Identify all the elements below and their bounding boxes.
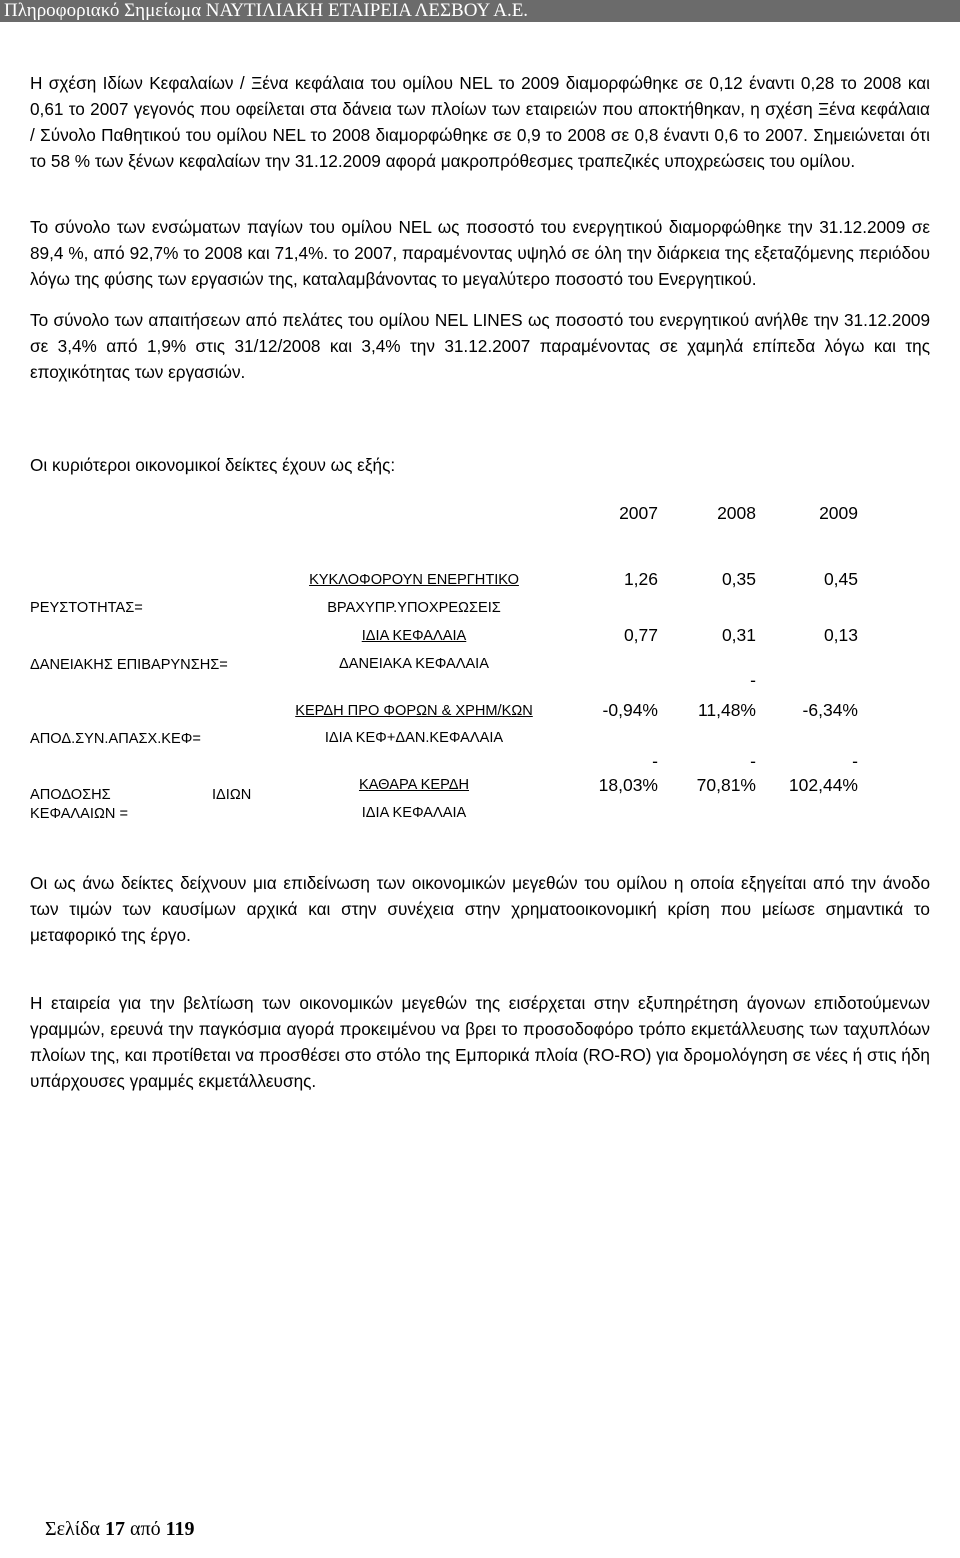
liquidity-value-2008: 0,35 (721, 569, 756, 589)
roe-label-part: ΚΕΦΑΛΑΙΩΝ = (30, 806, 128, 822)
paragraph-receivables: Το σύνολο των απαιτήσεων από πελάτες του ομίλου NEL LINES ως ποσοστό του ενεργητικού ανήλθε την 31.12.2009 σε 3,4% από 1,9% στις 31/12/2008 και 3,4% την 31.12.2007 παραμένοντας σε χαμηλά επίπεδα λόγω και της εποχικότητας των εργασιών. (30, 310, 930, 382)
page-total: 119 (165, 1518, 195, 1540)
roe-label-part: ΙΔΙΩΝ (212, 787, 252, 803)
leverage-label: ΔΑΝΕΙΑΚΗΣ ΕΠΙΒΑΡΥΝΣΗΣ= (30, 657, 228, 673)
roe-denominator: ΙΔΙΑ ΚΕΦΑΛΑΙΑ (361, 805, 467, 821)
roe-numerator: ΚΑΘΑΡΑ ΚΕΡΔΗ (358, 777, 470, 793)
roce-value-2007: -0,94% (602, 700, 658, 720)
year-header: 2008 (717, 503, 756, 523)
leverage-value-2007: 0,77 (623, 625, 658, 645)
leverage-dash: - (750, 670, 756, 690)
year-header: 2007 (619, 503, 658, 523)
liquidity-denominator: ΒΡΑΧΥΠΡ.ΥΠΟΧΡΕΩΣΕΙΣ (327, 600, 501, 616)
document-header: Πληροφοριακό Σημείωμα ΝΑΥΤΙΛΙΑΚΗ ΕΤΑΙΡΕΙΑ ΛΕΣΒΟΥ Α.Ε. (0, 0, 960, 22)
roe-value-2007: 18,03% (598, 775, 658, 795)
roce-dash: - (652, 751, 658, 771)
roce-value-2009: -6,34% (802, 700, 858, 720)
leverage-value-2009: 0,13 (823, 625, 858, 645)
year-header: 2009 (819, 503, 858, 523)
leverage-numerator: ΙΔΙΑ ΚΕΦΑΛΑΙΑ (361, 628, 467, 644)
roce-label: ΑΠΟΔ.ΣΥΝ.ΑΠΑΣΧ.ΚΕΦ= (30, 731, 201, 747)
leverage-denominator: ΔΑΝΕΙΑΚΑ ΚΕΦΑΛΑΙΑ (339, 656, 489, 672)
leverage-value-2008: 0,31 (721, 625, 756, 645)
liquidity-value-2009: 0,45 (823, 569, 858, 589)
page-number (45, 1516, 195, 1542)
liquidity-value-2007: 1,26 (623, 569, 658, 589)
roe-label-part: ΑΠΟΔΟΣΗΣ (30, 787, 111, 803)
paragraph-equity-ratio: Η σχέση Ιδίων Κεφαλαίων / Ξένα κεφάλαια του ομίλου NEL το 2009 διαμορφώθηκε σε 0,12 έναντι 0,28 το 2008 και 0,61 το 2007 γεγονός που οφείλεται στα δάνεια των πλοίων των εταιρειών που αποκτήθηκαν, η σχέση Ξένα κεφάλαια / Σύνολο Παθητικού του ομίλου NEL το 2008 διαμορφώθηκε σε 0,9 το 2008 σε 0,8 έναντι 0,6 το 2007. Σημειώνεται ότι το 58 % των ξένων κεφαλαίων την 31.12.2009 αφορά μακροπρόθεσμες τραπεζικές υποχρεώσεις του ομίλου. (30, 73, 930, 171)
liquidity-label: ΡΕΥΣΤΟΤΗΤΑΣ= (30, 600, 143, 616)
roe-value-2009: 102,44% (788, 775, 858, 795)
roce-value-2008: 11,48% (697, 700, 756, 720)
roce-denominator: ΙΔΙΑ ΚΕΦ+ΔΑΝ.ΚΕΦΑΛΑΙΑ (324, 730, 504, 746)
paragraph-improvement: Η εταιρεία για την βελτίωση των οικονομικών μεγεθών της εισέρχεται στην εξυπηρέτηση άγονων επιδοτούμενων γραμμών, ερευνά την παγκόσμια αγορά προκειμένου να βρει το προσοδοφόρο τρόπο εκμετάλλευσης των ταχυπλόων πλοίων της, και προτίθεται να προσθέσει στο στόλο της Εμπορικά πλοία (RO-RO) για δρομολόγηση σε νέες ή στις ήδη υπάρχουσες γραμμές εκμετάλλευσης. (30, 993, 930, 1091)
paragraph-fixed-assets: Το σύνολο των ενσώματων παγίων του ομίλου NEL ως ποσοστό του ενεργητικού διαμορφώθηκε την 31.12.2009 σε 89,4 %, από 92,7% το 2008 και 71,4%. το 2007, παραμένοντας υψηλό σε όλη την διάρκεια της εξεταζόμενης περιόδου λόγω της φύσης των εργασιών της, καταλαμβάνοντας το μεγαλύτερο ποσοστό του Ενεργητικού. (30, 217, 930, 289)
paragraph-deterioration: Οι ως άνω δείκτες δείχνουν μια επιδείνωση των οικονομικών μεγεθών του ομίλου η οποία εξηγείται από την άνοδο των τιμών των καυσίμων αρχικά και στην συνέχεια στην χρηματοοικονομική κρίση που μείωσε σημαντικά το μεταφορικό της έργο. (30, 873, 930, 945)
liquidity-numerator: ΚΥΚΛΟΦΟΡΟΥΝ ΕΝΕΡΓΗΤΙΚΟ (309, 572, 519, 588)
page-current: 17 (105, 1518, 126, 1540)
roce-numerator: ΚΕΡΔΗ ΠΡΟ ΦΟΡΩΝ & ΧΡΗΜ/ΚΩΝ (295, 703, 533, 719)
page-prefix: Σελίδα (45, 1518, 101, 1540)
page-of: από (130, 1518, 161, 1540)
roe-value-2008: 70,81% (696, 775, 756, 795)
ratios-intro: Οι κυριότεροι οικονομικοί δείκτες έχουν ως εξής: (30, 455, 396, 475)
roce-dash: - (750, 751, 756, 771)
roce-dash: - (852, 751, 858, 771)
